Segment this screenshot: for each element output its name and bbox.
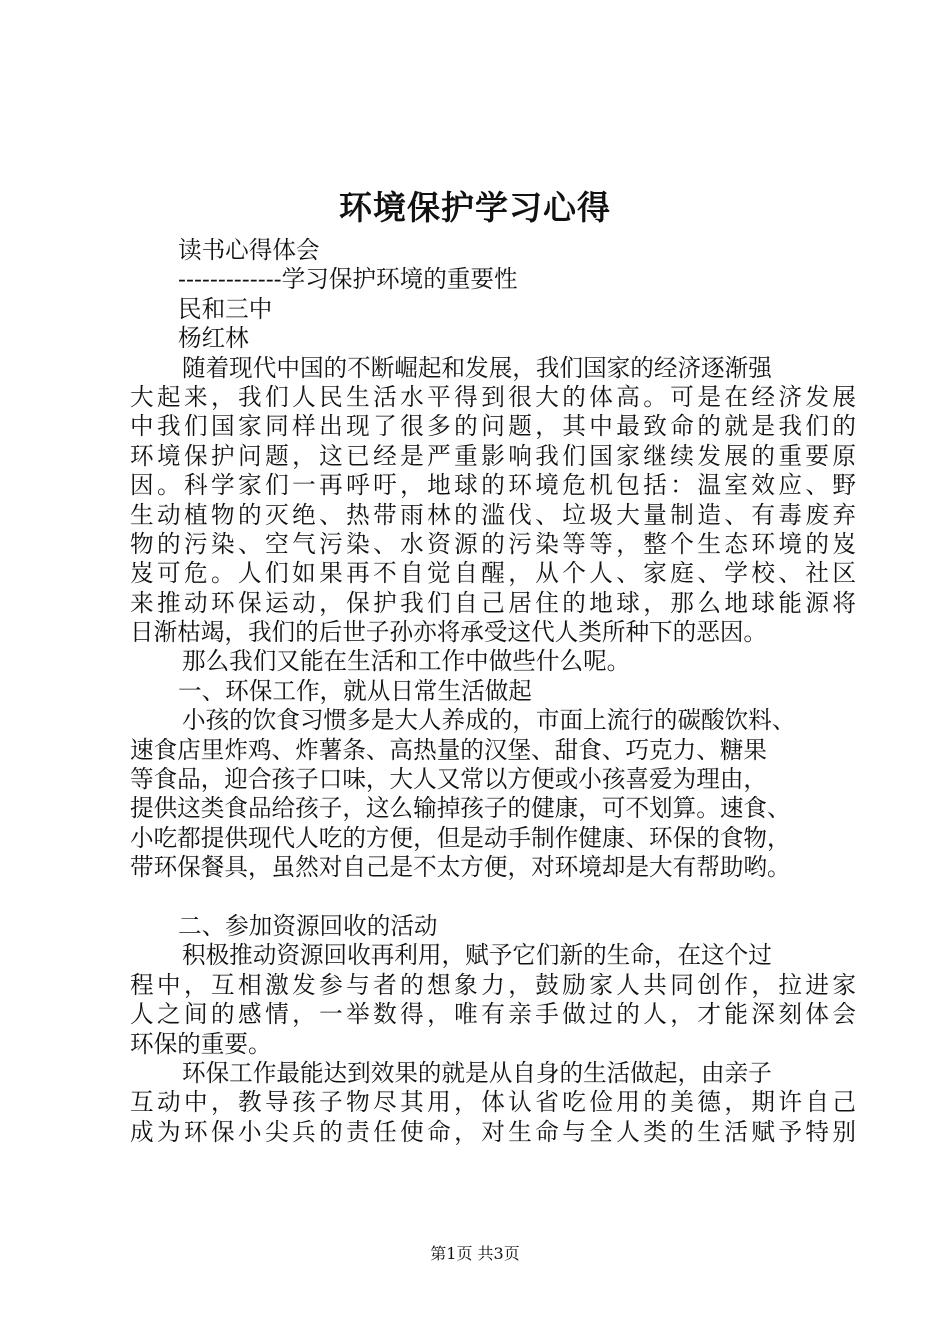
paragraph-line: 互动中，教导孩子物尽其用，体认省吃俭用的美德，期许自己 [130,1088,856,1117]
paragraph-line: 等食品，迎合孩子口味，大人又常以方便或小孩喜爱为理由， [130,765,768,794]
paragraph-line: 物的污染、空气污染、水资源的污染等等，整个生态环境的岌 [130,529,856,558]
header-line: 杨红林 [178,324,249,353]
paragraph-line: 因。科学家们一再呼吁，地球的环境危机包括：温室效应、野 [130,471,856,500]
blank-line [130,883,856,912]
section-heading: 一、环保工作，就从日常生活做起 [178,676,532,705]
paragraph-line: 程中，互相激发参与者的想象力，鼓励家人共同创作，拉进家 [130,970,856,999]
header-line: -------------学习保护环境的重要性 [178,265,518,294]
header-line: 民和三中 [178,294,273,323]
paragraph-line: 生动植物的灭绝、热带雨林的滥伐、垃圾大量制造、有毒废弃 [130,500,856,529]
paragraph-line: 速食店里炸鸡、炸薯条、高热量的汉堡、甜食、巧克力、糖果 [130,735,768,764]
page-footer: 第1页 共3页 [430,1244,520,1263]
paragraph-line: 人之间的感情，一举数得，唯有亲手做过的人，才能深刻体会 [130,1000,856,1029]
section-heading: 二、参加资源回收的活动 [178,911,438,940]
paragraph-line: 带环保餐具，虽然对自己是不太方便，对环境却是大有帮助哟。 [130,853,791,882]
paragraph-line: 环保的重要。 [130,1029,272,1058]
paragraph-line: 来推动环保运动，保护我们自己居住的地球，那么地球能源将 [130,588,856,617]
paragraph-line: 积极推动资源回收再利用，赋予它们新的生命，在这个过 [182,941,772,970]
paragraph-line: 成为环保小尖兵的责任使命，对生命与全人类的生活赋予特别 [130,1117,856,1146]
paragraph-line: 中我们国家同样出现了很多的问题，其中最致命的就是我们的 [130,412,856,441]
paragraph-line: 小吃都提供现代人吃的方便，但是动手制作健康、环保的食物， [130,823,791,852]
paragraph-line: 环境保护问题，这已经是严重影响我们国家继续发展的重要原 [130,441,856,470]
header-line: 读书心得体会 [178,236,320,264]
paragraph-line: 大起来，我们人民生活水平得到很大的体高。可是在经济发展 [130,382,856,411]
question-line: 那么我们又能在生活和工作中做些什么呢。 [182,647,631,676]
paragraph-line: 小孩的饮食习惯多是大人养成的，市面上流行的碳酸饮料、 [182,706,796,735]
paragraph-line: 岌可危。人们如果再不自觉自醒，从个人、家庭、学校、社区 [130,559,856,588]
paragraph-line: 提供这类食品给孩子，这么输掉孩子的健康，可不划算。速食、 [130,794,791,823]
paragraph-line: 日渐枯竭，我们的后世子孙亦将承受这代人类所种下的恶因。 [130,618,768,647]
paragraph-line: 随着现代中国的不断崛起和发展，我们国家的经济逐渐强 [182,353,772,382]
document-title: 环境保护学习心得 [339,188,611,227]
document-body [130,236,856,1147]
paragraph-line: 环保工作最能达到效果的就是从自身的生活做起，由亲子 [182,1058,772,1087]
